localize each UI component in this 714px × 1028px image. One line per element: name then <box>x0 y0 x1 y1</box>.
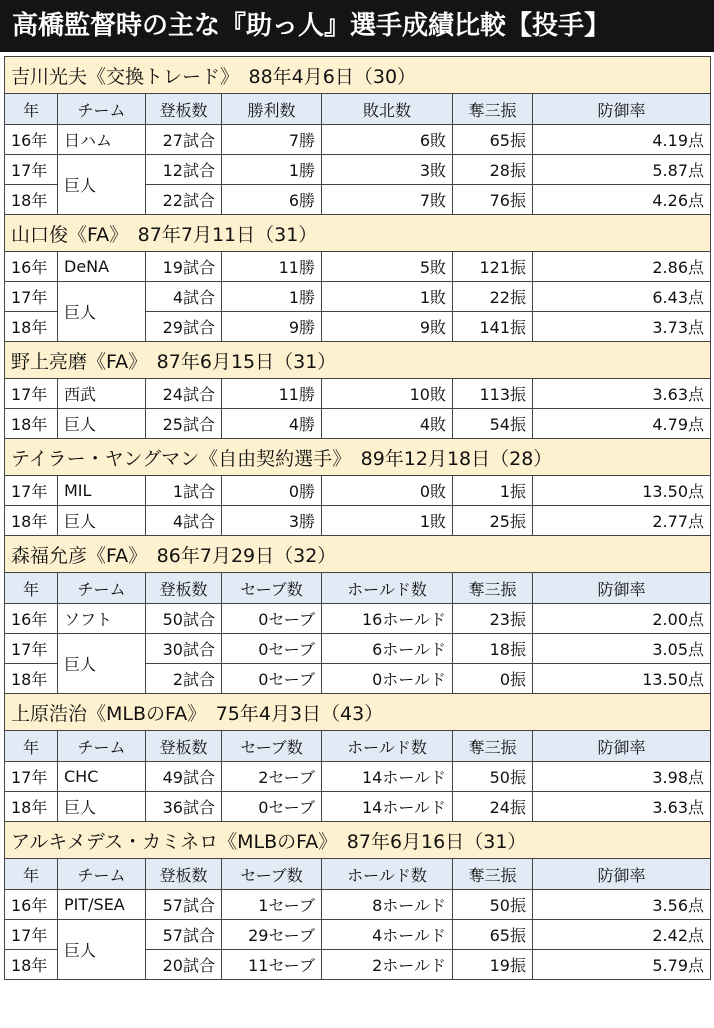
strikeouts-cell: 18振 <box>453 634 533 664</box>
games-cell: 24試合 <box>146 379 222 409</box>
column-header: ホールド数 <box>322 731 453 762</box>
team-cell: 巨人 <box>58 920 146 980</box>
stat1-cell: 11勝 <box>222 379 322 409</box>
games-cell: 4試合 <box>146 282 222 312</box>
games-cell: 25試合 <box>146 409 222 439</box>
player-header-row <box>5 694 711 731</box>
table-body <box>5 57 711 980</box>
column-header: 年 <box>5 731 58 762</box>
player-name: 山口俊《FA》 87年7月11日（31） <box>5 215 711 252</box>
team-cell: 巨人 <box>58 506 146 536</box>
stat1-cell: 1勝 <box>222 282 322 312</box>
player-name: 野上亮磨《FA》 87年6月15日（31） <box>5 342 711 379</box>
era-cell: 3.98点 <box>533 762 711 792</box>
column-header: 奪三振 <box>453 859 533 890</box>
table-row <box>5 409 711 439</box>
column-header: 年 <box>5 94 58 125</box>
column-header: 年 <box>5 859 58 890</box>
column-header: 登板数 <box>146 573 222 604</box>
year-cell: 18年 <box>5 664 58 694</box>
table-row <box>5 890 711 920</box>
games-cell: 20試合 <box>146 950 222 980</box>
table-row <box>5 125 711 155</box>
column-header: チーム <box>58 573 146 604</box>
column-header: セーブ数 <box>222 573 322 604</box>
column-header: 防御率 <box>533 94 711 125</box>
column-header: 防御率 <box>533 731 711 762</box>
stat1-cell: 1勝 <box>222 155 322 185</box>
column-header: チーム <box>58 859 146 890</box>
games-cell: 29試合 <box>146 312 222 342</box>
strikeouts-cell: 50振 <box>453 890 533 920</box>
team-cell: ソフト <box>58 604 146 634</box>
team-cell: 西武 <box>58 379 146 409</box>
stat2-cell: 0ホールド <box>322 664 453 694</box>
era-cell: 4.79点 <box>533 409 711 439</box>
strikeouts-cell: 23振 <box>453 604 533 634</box>
year-cell: 17年 <box>5 762 58 792</box>
stat2-cell: 1敗 <box>322 282 453 312</box>
era-cell: 2.77点 <box>533 506 711 536</box>
strikeouts-cell: 0振 <box>453 664 533 694</box>
stat1-cell: 4勝 <box>222 409 322 439</box>
stat1-cell: 2セーブ <box>222 762 322 792</box>
stat2-cell: 1敗 <box>322 506 453 536</box>
stat2-cell: 8ホールド <box>322 890 453 920</box>
table-row <box>5 604 711 634</box>
column-header: 奪三振 <box>453 94 533 125</box>
strikeouts-cell: 141振 <box>453 312 533 342</box>
games-cell: 19試合 <box>146 252 222 282</box>
column-header-row <box>5 573 711 604</box>
era-cell: 13.50点 <box>533 476 711 506</box>
stat1-cell: 0セーブ <box>222 792 322 822</box>
stat1-cell: 9勝 <box>222 312 322 342</box>
era-cell: 3.73点 <box>533 312 711 342</box>
stat2-cell: 4ホールド <box>322 920 453 950</box>
column-header: 奪三振 <box>453 731 533 762</box>
year-cell: 16年 <box>5 125 58 155</box>
year-cell: 17年 <box>5 282 58 312</box>
era-cell: 3.56点 <box>533 890 711 920</box>
strikeouts-cell: 19振 <box>453 950 533 980</box>
player-name: テイラー・ヤングマン《自由契約選手》 89年12月18日（28） <box>5 439 711 476</box>
column-header: チーム <box>58 94 146 125</box>
year-cell: 18年 <box>5 312 58 342</box>
team-cell: 巨人 <box>58 155 146 215</box>
column-header-row <box>5 94 711 125</box>
year-cell: 17年 <box>5 379 58 409</box>
stat1-cell: 0勝 <box>222 476 322 506</box>
stat2-cell: 16ホールド <box>322 604 453 634</box>
column-header: 防御率 <box>533 573 711 604</box>
column-header: 防御率 <box>533 859 711 890</box>
stat1-cell: 11勝 <box>222 252 322 282</box>
strikeouts-cell: 65振 <box>453 920 533 950</box>
team-cell: 巨人 <box>58 792 146 822</box>
stat2-cell: 10敗 <box>322 379 453 409</box>
era-cell: 5.87点 <box>533 155 711 185</box>
era-cell: 2.86点 <box>533 252 711 282</box>
strikeouts-cell: 54振 <box>453 409 533 439</box>
year-cell: 18年 <box>5 950 58 980</box>
year-cell: 18年 <box>5 792 58 822</box>
era-cell: 5.79点 <box>533 950 711 980</box>
era-cell: 3.05点 <box>533 634 711 664</box>
stat2-cell: 3敗 <box>322 155 453 185</box>
stat1-cell: 1セーブ <box>222 890 322 920</box>
column-header: 登板数 <box>146 94 222 125</box>
games-cell: 57試合 <box>146 890 222 920</box>
strikeouts-cell: 113振 <box>453 379 533 409</box>
games-cell: 12試合 <box>146 155 222 185</box>
table-row <box>5 252 711 282</box>
era-cell: 2.42点 <box>533 920 711 950</box>
year-cell: 16年 <box>5 252 58 282</box>
games-cell: 27試合 <box>146 125 222 155</box>
column-header: チーム <box>58 731 146 762</box>
column-header-row <box>5 731 711 762</box>
team-cell: MIL <box>58 476 146 506</box>
games-cell: 4試合 <box>146 506 222 536</box>
strikeouts-cell: 121振 <box>453 252 533 282</box>
team-cell: 巨人 <box>58 634 146 694</box>
stat2-cell: 6敗 <box>322 125 453 155</box>
pitcher-stats-table <box>4 56 711 980</box>
stat2-cell: 2ホールド <box>322 950 453 980</box>
strikeouts-cell: 22振 <box>453 282 533 312</box>
games-cell: 30試合 <box>146 634 222 664</box>
stat2-cell: 9敗 <box>322 312 453 342</box>
strikeouts-cell: 25振 <box>453 506 533 536</box>
player-header-row <box>5 822 711 859</box>
table-row <box>5 379 711 409</box>
year-cell: 17年 <box>5 155 58 185</box>
column-header: 登板数 <box>146 731 222 762</box>
strikeouts-cell: 65振 <box>453 125 533 155</box>
column-header: ホールド数 <box>322 573 453 604</box>
column-header: 年 <box>5 573 58 604</box>
year-cell: 16年 <box>5 890 58 920</box>
stat1-cell: 11セーブ <box>222 950 322 980</box>
team-cell: DeNA <box>58 252 146 282</box>
stat2-cell: 0敗 <box>322 476 453 506</box>
column-header: 敗北数 <box>322 94 453 125</box>
column-header: ホールド数 <box>322 859 453 890</box>
games-cell: 36試合 <box>146 792 222 822</box>
player-header-row <box>5 536 711 573</box>
strikeouts-cell: 24振 <box>453 792 533 822</box>
player-header-row <box>5 215 711 252</box>
strikeouts-cell: 28振 <box>453 155 533 185</box>
column-header: 勝利数 <box>222 94 322 125</box>
year-cell: 18年 <box>5 409 58 439</box>
era-cell: 3.63点 <box>533 379 711 409</box>
table-row <box>5 155 711 185</box>
strikeouts-cell: 50振 <box>453 762 533 792</box>
team-cell: CHC <box>58 762 146 792</box>
year-cell: 18年 <box>5 506 58 536</box>
stat1-cell: 0セーブ <box>222 604 322 634</box>
player-header-row <box>5 439 711 476</box>
stat2-cell: 6ホールド <box>322 634 453 664</box>
era-cell: 6.43点 <box>533 282 711 312</box>
team-cell: 巨人 <box>58 409 146 439</box>
player-name: 森福允彦《FA》 86年7月29日（32） <box>5 536 711 573</box>
games-cell: 2試合 <box>146 664 222 694</box>
player-name: 上原浩治《MLBのFA》 75年4月3日（43） <box>5 694 711 731</box>
stat2-cell: 4敗 <box>322 409 453 439</box>
column-header-row <box>5 859 711 890</box>
stat2-cell: 5敗 <box>322 252 453 282</box>
table-row <box>5 762 711 792</box>
table-row <box>5 282 711 312</box>
year-cell: 16年 <box>5 604 58 634</box>
games-cell: 49試合 <box>146 762 222 792</box>
stat1-cell: 0セーブ <box>222 634 322 664</box>
games-cell: 50試合 <box>146 604 222 634</box>
stat2-cell: 14ホールド <box>322 792 453 822</box>
stat2-cell: 14ホールド <box>322 762 453 792</box>
games-cell: 57試合 <box>146 920 222 950</box>
player-name: アルキメデス・カミネロ《MLBのFA》 87年6月16日（31） <box>5 822 711 859</box>
stat1-cell: 3勝 <box>222 506 322 536</box>
column-header: 登板数 <box>146 859 222 890</box>
year-cell: 17年 <box>5 634 58 664</box>
stat2-cell: 7敗 <box>322 185 453 215</box>
era-cell: 4.26点 <box>533 185 711 215</box>
page-title: 高橋監督時の主な『助っ人』選手成績比較【投手】 <box>0 0 714 52</box>
games-cell: 22試合 <box>146 185 222 215</box>
table-row <box>5 792 711 822</box>
player-name: 吉川光夫《交換トレード》 88年4月6日（30） <box>5 57 711 94</box>
stat1-cell: 7勝 <box>222 125 322 155</box>
strikeouts-cell: 1振 <box>453 476 533 506</box>
table-row <box>5 476 711 506</box>
stat1-cell: 6勝 <box>222 185 322 215</box>
year-cell: 17年 <box>5 476 58 506</box>
era-cell: 13.50点 <box>533 664 711 694</box>
table-row <box>5 506 711 536</box>
team-cell: 巨人 <box>58 282 146 342</box>
player-header-row <box>5 57 711 94</box>
column-header: セーブ数 <box>222 859 322 890</box>
player-header-row <box>5 342 711 379</box>
year-cell: 18年 <box>5 185 58 215</box>
column-header: セーブ数 <box>222 731 322 762</box>
column-header: 奪三振 <box>453 573 533 604</box>
team-cell: 日ハム <box>58 125 146 155</box>
table-row <box>5 634 711 664</box>
stat1-cell: 0セーブ <box>222 664 322 694</box>
games-cell: 1試合 <box>146 476 222 506</box>
year-cell: 17年 <box>5 920 58 950</box>
team-cell: PIT/SEA <box>58 890 146 920</box>
era-cell: 3.63点 <box>533 792 711 822</box>
strikeouts-cell: 76振 <box>453 185 533 215</box>
era-cell: 4.19点 <box>533 125 711 155</box>
era-cell: 2.00点 <box>533 604 711 634</box>
table-row <box>5 920 711 950</box>
stat1-cell: 29セーブ <box>222 920 322 950</box>
